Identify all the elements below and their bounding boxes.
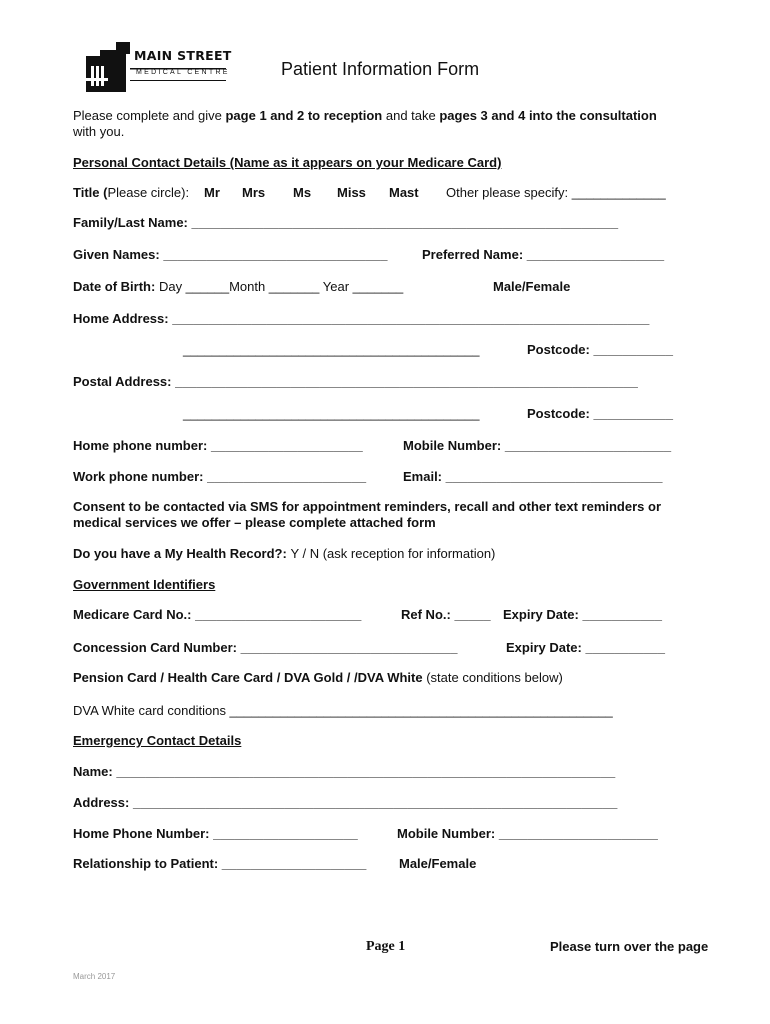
medical-centre-logo — [86, 40, 232, 96]
medicare-card-field[interactable]: Medicare Card No.: _______________________ — [73, 607, 362, 622]
emergency-mobile-field[interactable]: Mobile Number: ______________________ — [397, 826, 658, 841]
title-option-mrs[interactable]: Mrs — [242, 185, 266, 200]
emergency-address-field[interactable]: Address: ___________________________________________________________________ — [73, 795, 618, 810]
title-field — [73, 185, 193, 201]
personal-heading: Personal Contact Details (Name as it appears on your Medicare Card) — [73, 155, 502, 170]
my-health-record-field[interactable] — [73, 546, 495, 562]
pension-card-types: Pension Card / Health Care Card / DVA Gold / /DVA White — [73, 670, 423, 685]
title-label: Title ( — [73, 185, 108, 200]
intro-line2: with you. — [73, 124, 125, 139]
mobile-field[interactable]: Mobile Number: _______________________ — [403, 438, 672, 453]
postal-address-line2[interactable]: _________________________________________ — [183, 406, 480, 421]
given-names-field[interactable]: Given Names: _______________________________ — [73, 247, 388, 262]
home-postcode-field[interactable]: Postcode: ___________ — [527, 342, 673, 357]
form-date: March 2017 — [73, 972, 116, 981]
sms-consent-line2: medical services we offer – please complete attached form — [73, 515, 436, 530]
turn-over-note: Please turn over the page — [550, 939, 709, 954]
dob-label: Date of Birth: — [73, 279, 159, 294]
title-option-miss[interactable]: Miss — [337, 185, 366, 200]
work-phone-field[interactable]: Work phone number: ______________________ — [73, 469, 367, 484]
home-address-line2[interactable]: _________________________________________ — [183, 342, 480, 357]
emergency-heading: Emergency Contact Details — [73, 733, 242, 748]
title-option-mr[interactable]: Mr — [204, 185, 220, 200]
home-address-field[interactable]: Home Address: __________________________________________________________________ — [73, 311, 650, 326]
postal-address-field[interactable]: Postal Address: ________________________________________________________________ — [73, 374, 638, 389]
preferred-name-field[interactable]: Preferred Name: ___________________ — [422, 247, 665, 262]
mhr-options: Y / N (ask reception for information) — [290, 546, 496, 561]
page-title: Patient Information Form — [281, 59, 480, 79]
sex-field[interactable]: Male/Female — [493, 279, 571, 294]
relationship-field[interactable]: Relationship to Patient: ____________________ — [73, 856, 367, 871]
postal-postcode-field[interactable]: Postcode: ___________ — [527, 406, 673, 421]
concession-card-field[interactable]: Concession Card Number: ______________________________ — [73, 640, 458, 655]
mhr-label: Do you have a My Health Record?: — [73, 546, 291, 561]
email-field[interactable]: Email: ______________________________ — [403, 469, 663, 484]
dva-conditions-field[interactable]: DVA White card conditions _____________________________________________________ — [73, 703, 613, 718]
sms-consent-line1: Consent to be contacted via SMS for appointment reminders, recall and other text reminders or — [73, 499, 662, 514]
pension-card-hint: (state conditions below) — [422, 670, 563, 685]
intro-text: and take — [382, 108, 440, 123]
home-phone-field[interactable]: Home phone number: _____________________ — [73, 438, 363, 453]
family-name-field[interactable]: Family/Last Name: ___________________________________________________________ — [73, 215, 619, 230]
title-option-mast[interactable]: Mast — [389, 185, 419, 200]
title-option-ms[interactable]: Ms — [293, 185, 312, 200]
intro-text: Please complete and give — [73, 108, 226, 123]
medicare-ref-field[interactable]: Ref No.: _____ — [401, 607, 491, 622]
intro-line1 — [73, 108, 657, 124]
intro-bold-pages12: page 1 and 2 to reception — [225, 108, 383, 123]
emergency-sex-field[interactable]: Male/Female — [399, 856, 477, 871]
title-hint: Please circle): — [107, 185, 193, 200]
logo-line1: MAIN STREET — [134, 48, 232, 63]
intro-bold-pages34: pages 3 and 4 into the consultation — [439, 108, 657, 123]
title-other-field[interactable]: Other please specify: _____________ — [446, 185, 666, 200]
pension-card-field[interactable] — [73, 670, 563, 686]
page-number: Page 1 — [366, 939, 406, 954]
concession-expiry-field[interactable]: Expiry Date: ___________ — [506, 640, 666, 655]
logo-line2: MEDICAL CENTRE — [136, 69, 230, 76]
dob-parts: Day ______Month _______ Year _______ — [158, 279, 404, 294]
dob-field[interactable] — [73, 279, 403, 295]
government-heading: Government Identifiers — [73, 577, 216, 592]
emergency-home-phone-field[interactable]: Home Phone Number: ____________________ — [73, 826, 358, 841]
emergency-name-field[interactable]: Name: _____________________________________________________________________ — [73, 764, 616, 779]
medicare-expiry-field[interactable]: Expiry Date: ___________ — [503, 607, 663, 622]
